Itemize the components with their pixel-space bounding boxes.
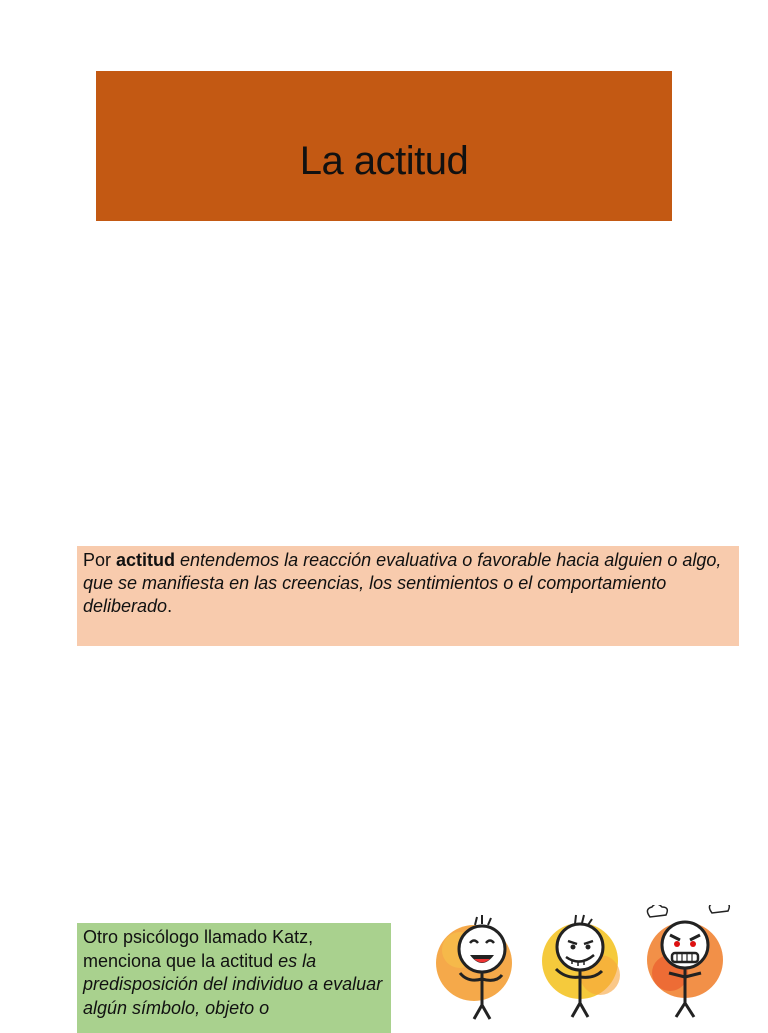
katz-box	[77, 923, 391, 1033]
definition-box	[77, 546, 739, 646]
definition-body: entendemos la reacción evaluativa o favorable hacia alguien o algo, que se manifiesta en las creencias, los sentimientos o el comportamiento deliberado	[83, 550, 722, 616]
angry-face-icon	[647, 905, 729, 1017]
definition-keyword: actitud	[116, 550, 176, 570]
definition-intro: Por	[83, 550, 117, 570]
title-banner	[96, 71, 672, 221]
slide-title: La actitud	[299, 138, 469, 183]
laughing-face-icon	[436, 915, 512, 1019]
smirking-face-icon	[542, 915, 620, 1017]
definition-end: .	[167, 596, 173, 616]
faces-illustration	[430, 905, 750, 1024]
katz-intro: Otro psicólogo llamado Katz, menciona que la actitud	[83, 927, 314, 971]
katz-body: es la predisposición del individuo a evaluar algún símbolo, objeto o	[83, 950, 383, 1018]
